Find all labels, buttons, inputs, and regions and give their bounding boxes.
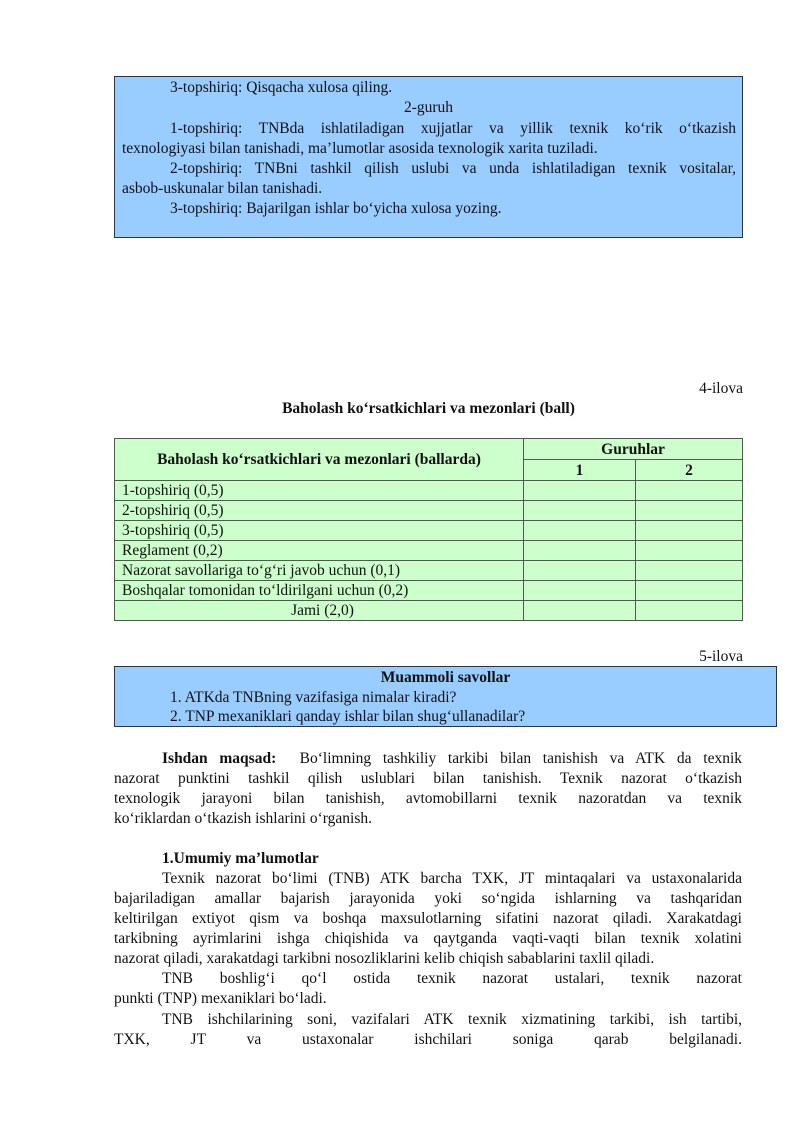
score-cell <box>636 541 743 561</box>
criteria-cell: Reglament (0,2) <box>115 541 524 561</box>
table-row <box>115 541 743 561</box>
task3-line: 3-topshiriq: Qisqacha xulosa qiling. <box>170 79 393 96</box>
table-row <box>115 501 743 521</box>
group2-task3-line: 3-topshiriq: Bajarilgan ishlar bo‘yicha xulosa yozing. <box>170 200 502 217</box>
criteria-cell: 1-topshiriq (0,5) <box>115 481 524 501</box>
purpose-line4: ko‘riklardan o‘tkazish ishlarini o‘rganish. <box>114 810 372 827</box>
score-cell <box>636 601 743 621</box>
table-row <box>115 561 743 581</box>
paragraph-line: nazorat qiladi, xarakatdagi tarkibni nosozliklarini kelib chiqish sabablarini taxlil qiladi. <box>114 950 655 967</box>
criteria-cell: 3-topshiriq (0,5) <box>115 521 524 541</box>
table-row <box>115 581 743 601</box>
paragraph-line: TXK, JT va ustaxonalar ishchilari soniga qarab belgilanadi. <box>114 1031 742 1048</box>
group2-heading: 2-guruh <box>403 99 454 116</box>
paragraph-line: punkti (TNP) mexaniklari bo‘ladi. <box>114 990 327 1007</box>
groups-header: Guruhlar <box>524 439 743 460</box>
group2-task2-line1: 2-topshiriq: TNBni tashkil qilish uslubi va unda ishlatiladigan texnik vositalar, <box>170 160 736 177</box>
paragraph-line: bajariladigan amallar bajarish jarayonida yoki so‘ngida ishlarning va tashqaridan <box>114 890 742 907</box>
table-row <box>115 481 743 501</box>
appendix4-title: Baholash ko‘rsatkichlari va mezonlari (ball) <box>282 400 575 417</box>
table-row <box>115 521 743 541</box>
purpose-line2: nazorat punktini tashkil qilish uslublari bilan tanishish. Texnik nazorat o‘tkazish <box>114 770 742 787</box>
group2-task1-line2: texnologiyasi bilan tanishadi, ma’lumotlar asosida texnologik xarita tuziladi. <box>122 140 598 157</box>
score-cell <box>636 521 743 541</box>
score-cell <box>524 561 636 581</box>
tasks-box <box>114 76 743 238</box>
group-col-2: 2 <box>636 460 743 481</box>
score-cell <box>524 481 636 501</box>
purpose-line3: texnologik jarayoni bilan tanishish, avtomobillarni texnik nazoratdan va texnik <box>114 790 742 807</box>
general-heading: 1.Umumiy ma’lumotlar <box>162 850 319 867</box>
purpose-label: Ishdan maqsad: <box>162 750 277 767</box>
score-cell <box>524 581 636 601</box>
purpose-line1 <box>162 750 742 768</box>
score-cell <box>524 601 636 621</box>
question-2: 2. TNP mexaniklari qanday ishlar bilan shug‘ullanadilar? <box>170 708 526 725</box>
criteria-cell: Nazorat savollariga to‘g‘ri javob uchun (0,1) <box>115 561 524 581</box>
problem-questions-box <box>114 666 777 727</box>
grading-table <box>114 438 743 621</box>
score-cell <box>636 501 743 521</box>
purpose-text: Bo‘limning tashkiliy tarkibi bilan tanishish va ATK da texnik <box>299 750 743 767</box>
appendix5-label: 5-ilova <box>699 648 743 665</box>
criteria-header: Baholash ko‘rsatkichlari va mezonlari (ballarda) <box>115 439 524 481</box>
paragraph-line: keltirilgan extiyot qism va boshqa maxsulotlarning sifatini nazorat qiladi. Xarakatdagi <box>114 910 742 927</box>
total-cell: Jami (2,0) <box>115 601 524 621</box>
appendix4-label: 4-ilova <box>699 380 743 397</box>
group-col-1: 1 <box>524 460 636 481</box>
criteria-cell: 2-topshiriq (0,5) <box>115 501 524 521</box>
paragraph-line: TNB ishchilarining soni, vazifalari ATK texnik xizmatining tarkibi, ish tartibi, <box>162 1011 742 1028</box>
paragraph-line: Texnik nazorat bo‘limi (TNB) ATK barcha TXK, JT mintaqalari va ustaxonalarida <box>162 870 742 887</box>
group2-task2-line2: asbob-uskunalar bilan tanishadi. <box>122 180 323 197</box>
paragraph-line: TNB boshlig‘i qo‘l ostida texnik nazorat ustalari, texnik nazorat <box>162 970 742 987</box>
score-cell <box>636 581 743 601</box>
problem-questions-title: Muammoli savollar <box>380 669 511 686</box>
question-1: 1. ATKda TNBning vazifasiga nimalar kiradi? <box>170 689 457 706</box>
criteria-cell: Boshqalar tomonidan to‘ldirilgani uchun (0,2) <box>115 581 524 601</box>
score-cell <box>636 561 743 581</box>
score-cell <box>524 501 636 521</box>
score-cell <box>524 541 636 561</box>
score-cell <box>636 481 743 501</box>
paragraph-line: tarkibning ayrimlarini ishga chiqishida va qaytganda vaqti-vaqti bilan texnik xolatini <box>114 930 742 947</box>
score-cell <box>524 521 636 541</box>
group2-task1-line1: 1-topshiriq: TNBda ishlatiladigan xujjatlar va yillik texnik ko‘rik o‘tkazish <box>170 120 736 137</box>
total-row <box>115 601 743 621</box>
